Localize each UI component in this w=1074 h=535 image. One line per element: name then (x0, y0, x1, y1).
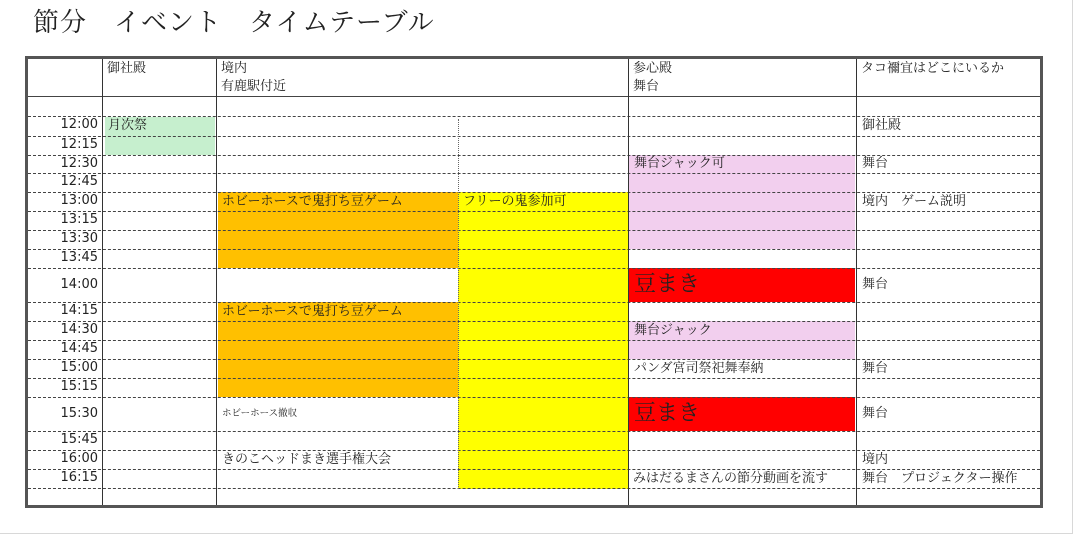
event-stage-jack-ok: 舞台ジャック可 (634, 156, 725, 171)
row-line (28, 302, 1040, 303)
event-free-oni: フリーの鬼参加可 (463, 194, 567, 209)
row-line (28, 268, 1040, 269)
event-hobby-game-2: ホビーホースで鬼打ち豆ゲーム (222, 304, 403, 319)
tako-location: 境内 (862, 452, 889, 467)
time-label: 14:00 (60, 277, 98, 292)
tako-location: 舞台 (862, 361, 889, 376)
time-label: 15:00 (60, 360, 98, 375)
page-title: 節分 イベント タイムテーブル (33, 8, 435, 38)
time-label: 15:30 (60, 406, 98, 421)
row-line (28, 397, 1040, 398)
event-mamemaki-1: 豆まき (634, 272, 701, 297)
time-label: 14:30 (60, 322, 98, 337)
header-shrine: 御社殿 (107, 61, 147, 76)
time-label: 12:00 (60, 117, 98, 132)
time-label: 13:30 (60, 231, 98, 246)
tako-location: 舞台 (862, 406, 889, 421)
time-label: 16:00 (60, 451, 98, 466)
header-grounds: 境内 (221, 61, 248, 76)
event-panda: パンダ宮司祭祀舞奉納 (634, 361, 764, 376)
event-hobby-cleanup: ホビーホース撤収 (222, 408, 298, 419)
header-grounds-sub: 有鹿駅付近 (221, 79, 287, 94)
header-hall: 参心殿 (633, 61, 673, 76)
time-label: 13:45 (60, 250, 98, 265)
header-divider (28, 96, 1040, 97)
header-tako: タコ禰宜はどこにいるか (861, 61, 1005, 76)
time-label: 12:15 (60, 137, 98, 152)
row-line (28, 249, 1040, 250)
tako-location: 境内 ゲーム説明 (862, 194, 967, 209)
event-hobby-game-1: ホビーホースで鬼打ち豆ゲーム (222, 194, 403, 209)
event-video: みはだるまさんの節分動画を流す (633, 471, 829, 486)
time-label: 15:45 (60, 432, 98, 447)
row-line (28, 340, 1040, 341)
time-label: 12:30 (60, 156, 98, 171)
row-line (28, 173, 1040, 174)
tako-location: 舞台 (862, 156, 889, 171)
time-label: 13:00 (60, 193, 98, 208)
time-label: 14:15 (60, 303, 98, 318)
row-line (28, 136, 1040, 137)
row-line (28, 321, 1040, 322)
column-divider-dotted (458, 119, 459, 489)
time-label: 14:45 (60, 341, 98, 356)
event-mamemaki-2: 豆まき (634, 401, 701, 426)
tako-location: 舞台 (862, 277, 889, 292)
event-tsukinami: 月次祭 (108, 118, 148, 133)
timetable-sheet (25, 56, 1043, 508)
event-stage-jack: 舞台ジャック (634, 323, 712, 338)
row-line (28, 431, 1040, 432)
event-kinoko: きのこヘッドまき選手権大会 (222, 452, 392, 467)
time-label: 15:15 (60, 379, 98, 394)
time-label: 12:45 (60, 174, 98, 189)
row-line (28, 488, 1040, 489)
row-line (28, 211, 1040, 212)
time-label: 13:15 (60, 212, 98, 227)
row-line (28, 230, 1040, 231)
tako-location: 御社殿 (862, 118, 902, 133)
header-hall-sub: 舞台 (633, 79, 660, 94)
row-line (28, 378, 1040, 379)
column-divider (216, 59, 217, 505)
tako-location: 舞台 プロジェクター操作 (862, 471, 1018, 486)
time-label: 16:15 (60, 470, 98, 485)
